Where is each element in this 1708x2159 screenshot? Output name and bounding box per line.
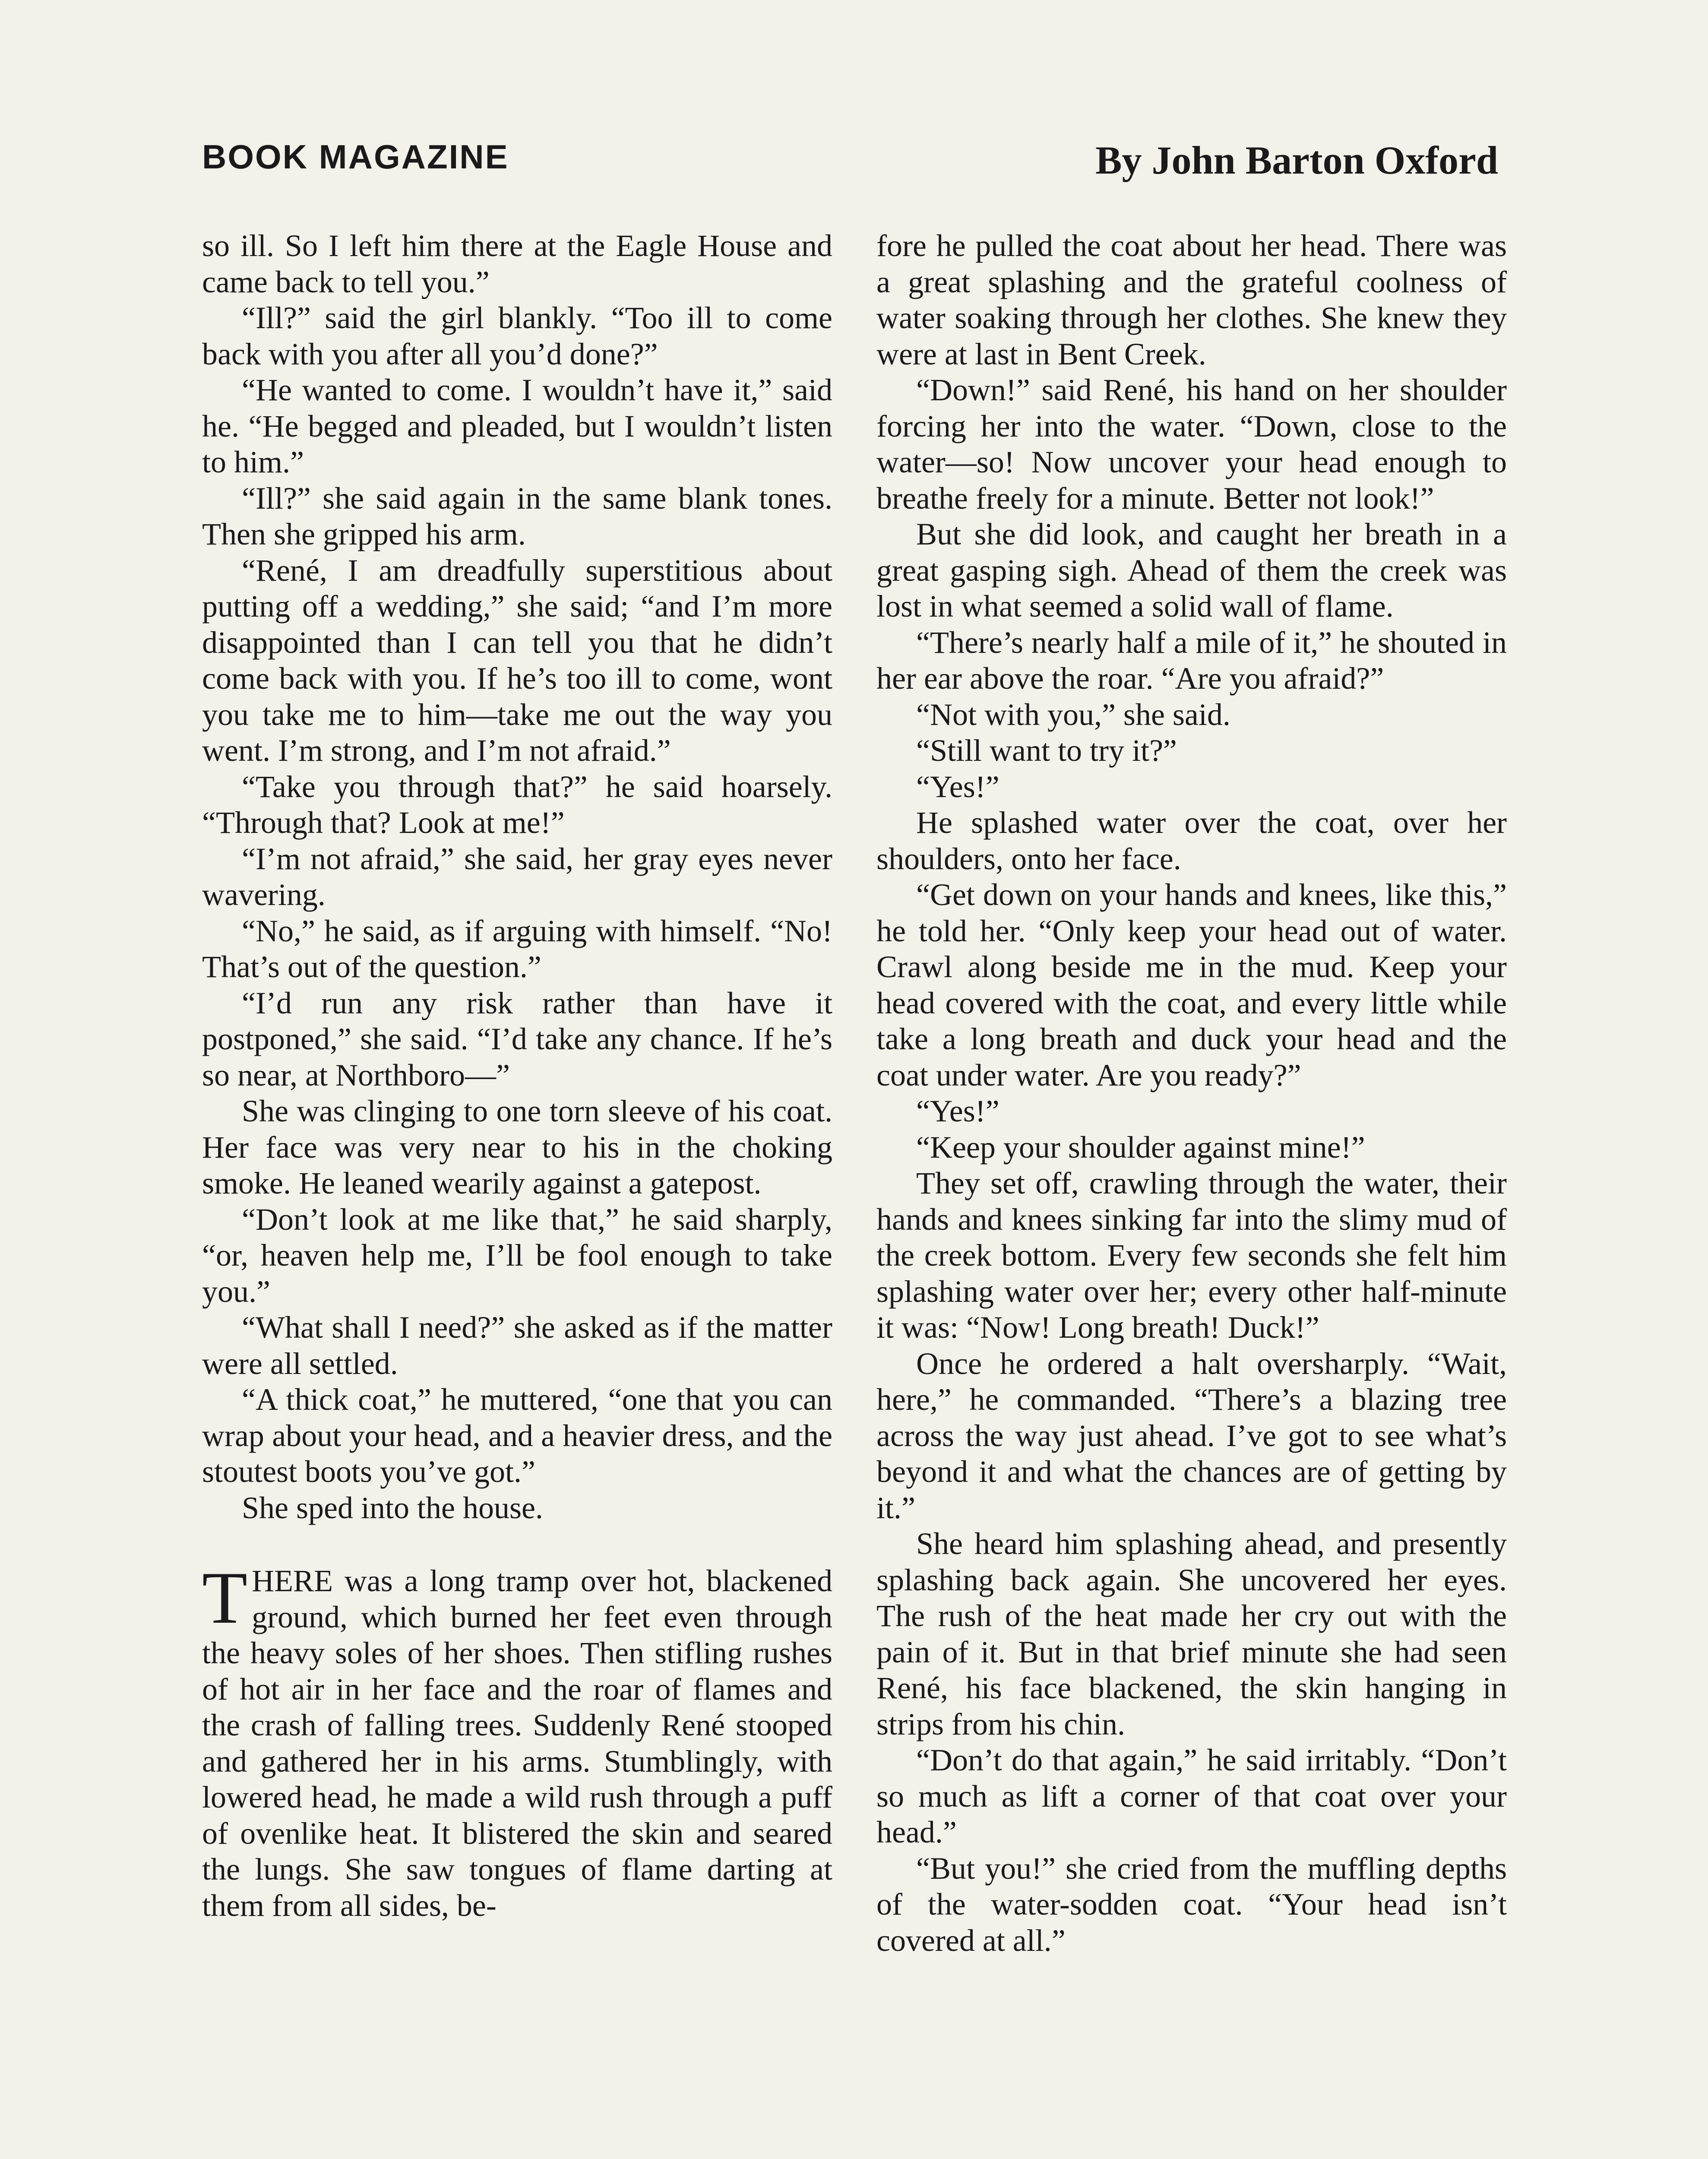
section-opening-paragraph bbox=[202, 1557, 832, 1924]
left-column bbox=[202, 228, 832, 1924]
paragraph: “I’m not afraid,” she said, her gray eyes never wavering. bbox=[202, 841, 832, 912]
paragraph: “No,” he said, as if arguing with himself. “No! That’s out of the question.” bbox=[202, 913, 832, 984]
paragraph: “René, I am dreadfully superstitious about putting off a wedding,” she said; “and I’m more disappointed than I can tell you that he didn’t come back with you. If he’s too ill to come, wont you take me to him—take me out the way you went. I’m strong, and I’m not afraid.” bbox=[202, 553, 832, 768]
paragraph: “Don’t look at me like that,” he said sharply, “or, heaven help me, I’ll be fool enough to take you.” bbox=[202, 1202, 832, 1309]
paragraph: “Ill?” she said again in the same blank tones. Then she gripped his arm. bbox=[202, 481, 832, 551]
paragraph: She was clinging to one torn sleeve of his coat. Her face was very near to his in the choking smoke. He leaned wearily against a gatepost. bbox=[202, 1094, 832, 1200]
paragraph: so ill. So I left him there at the Eagle House and came back to tell you.” bbox=[202, 228, 832, 299]
section-opening-text: HERE was a long tramp over hot, blackened ground, which burned her feet even through the heavy soles of her shoes. Then stifling rushes of hot air in her face and the roar of flames and the crash of falling trees. Suddenly René stooped and gathered her in his arms. Stumblingly, with lowered head, he made a wild rush through a puff of ovenlike heat. It blistered the skin and seared the lungs. She saw tongues of flame darting at them from all sides, be- bbox=[202, 1564, 832, 1923]
paragraph: “Take you through that?” he said hoarsely. “Through that? Look at me!” bbox=[202, 769, 832, 840]
paragraph: “Still want to try it?” bbox=[916, 733, 1177, 768]
paragraph: She sped into the house. bbox=[242, 1490, 543, 1525]
paragraph: She heard him splashing ahead, and presently splashing back again. She uncovered her eyes. The rush of the heat made her cry out with the pain of it. But in that brief minute she had seen René, his face blackened, the skin hanging in strips from his chin. bbox=[876, 1526, 1507, 1741]
right-column bbox=[876, 228, 1507, 1959]
paragraph: Once he ordered a halt oversharply. “Wait, here,” he commanded. “There’s a blazing tree across the way just ahead. I’ve got to see what’s beyond it and what the chances are of getting by it.” bbox=[876, 1346, 1507, 1525]
paragraph: “Down!” said René, his hand on her shoulder forcing her into the water. “Down, close to the water—so! Now uncover your head enough to breathe freely for a minute. Better not look!” bbox=[876, 373, 1507, 516]
paragraph: “Yes!” bbox=[916, 1094, 999, 1128]
paragraph: He splashed water over the coat, over her shoulders, onto her face. bbox=[876, 805, 1507, 876]
drop-cap: T bbox=[202, 1557, 248, 1639]
magazine-header: BOOK MAGAZINE bbox=[202, 138, 509, 176]
paragraph: “There’s nearly half a mile of it,” he shouted in her ear above the roar. “Are you afraid?” bbox=[876, 625, 1507, 696]
paragraph: “What shall I need?” she asked as if the matter were all settled. bbox=[202, 1310, 832, 1381]
section-break bbox=[202, 1526, 832, 1563]
paragraph: “He wanted to come. I wouldn’t have it,” said he. “He begged and pleaded, but I wouldn’t listen to him.” bbox=[202, 373, 832, 479]
paragraph: They set off, crawling through the water, their hands and knees sinking far into the slimy mud of the creek bottom. Every few seconds she felt him splashing water over her; every other half-minute it was: “Now! Long breath! Duck!” bbox=[876, 1166, 1507, 1345]
paragraph: “Ill?” said the girl blankly. “Too ill to come back with you after all you’d done?” bbox=[202, 301, 832, 371]
paragraph: “But you!” she cried from the muffling depths of the water-sodden coat. “Your head isn’t covered at all.” bbox=[876, 1851, 1507, 1958]
author-byline: By John Barton Oxford bbox=[1095, 138, 1498, 182]
paragraph: But she did look, and caught her breath in a great gasping sigh. Ahead of them the creek was lost in what seemed a solid wall of flame. bbox=[876, 517, 1507, 624]
paragraph: “A thick coat,” he muttered, “one that you can wrap about your head, and a heavier dress, and the stoutest boots you’ve got.” bbox=[202, 1382, 832, 1489]
paragraph: “Keep your shoulder against mine!” bbox=[916, 1130, 1365, 1165]
paragraph: “Not with you,” she said. bbox=[916, 697, 1230, 732]
paragraph: “Don’t do that again,” he said irritably. “Don’t so much as lift a corner of that coat over your head.” bbox=[876, 1743, 1507, 1849]
paragraph: “I’d run any risk rather than have it postponed,” she said. “I’d take any chance. If he’s so near, at Northboro—” bbox=[202, 985, 832, 1092]
paragraph: fore he pulled the coat about her head. There was a great splashing and the grateful coolness of water soaking through her clothes. She knew they were at last in Bent Creek. bbox=[876, 228, 1507, 371]
paragraph: “Yes!” bbox=[916, 769, 999, 804]
paragraph: “Get down on your hands and knees, like this,” he told her. “Only keep your head out of water. Crawl along beside me in the mud. Keep your head covered with the coat, and every little while take a long breath and duck your head and the coat under water. Are you ready?” bbox=[876, 877, 1507, 1092]
